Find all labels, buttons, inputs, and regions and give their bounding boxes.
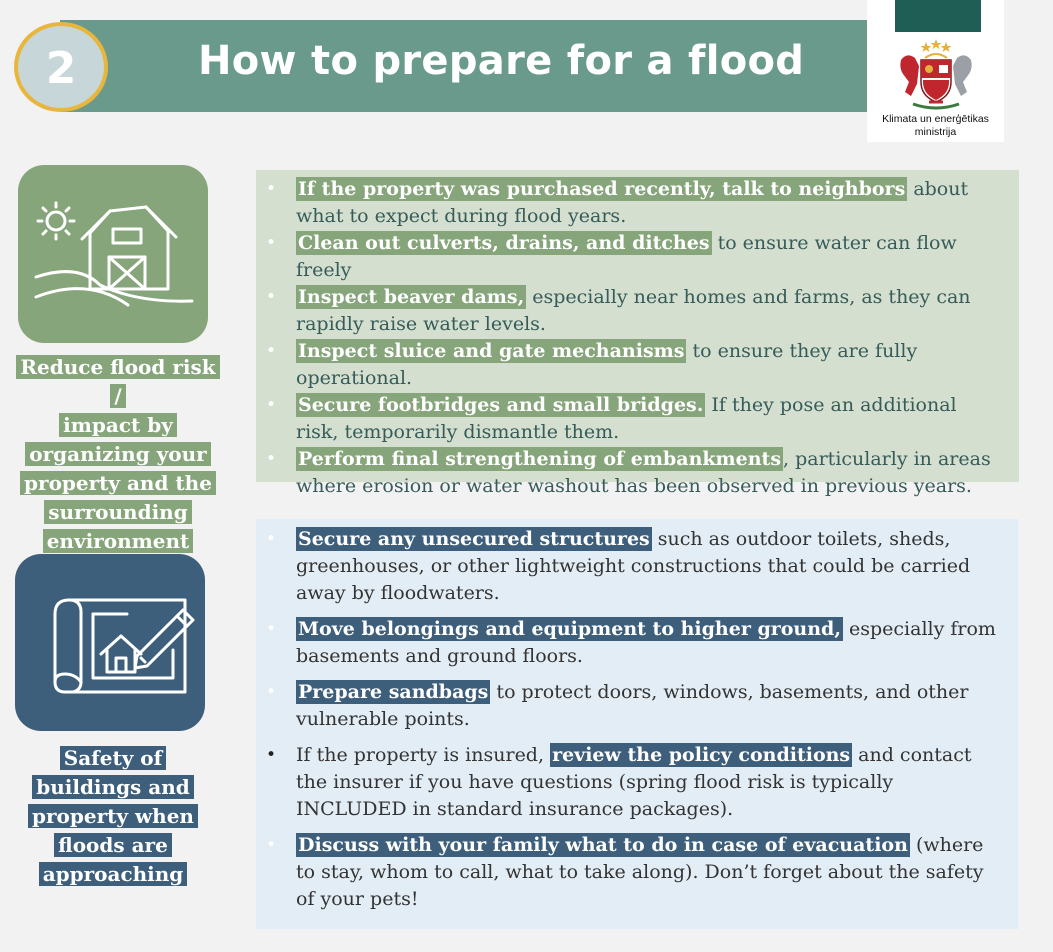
- ministry-name: [867, 113, 1004, 139]
- section-1-list: [256, 176, 1019, 500]
- list-item: [256, 446, 1019, 500]
- item-highlight: Inspect sluice and gate mechanisms: [298, 340, 685, 362]
- item-highlight: Inspect beaver dams,: [298, 286, 525, 308]
- list-item: [256, 679, 1018, 733]
- item-highlight: Secure footbridges and small bridges.: [298, 394, 704, 416]
- list-item: [256, 742, 1018, 823]
- latvia-coat-of-arms-icon: [893, 38, 979, 112]
- item-highlight: Secure any unsecured structures: [298, 528, 650, 550]
- section-1-label: [12, 353, 224, 556]
- barn-icon-tile: [18, 165, 208, 343]
- item-text: to protect doors, windows, basements, and other vulnerable points.: [296, 681, 969, 730]
- barn-sun-icon: [18, 165, 208, 343]
- item-highlight: Move belongings and equipment to higher ground,: [298, 618, 841, 640]
- section-1-label-line: environment: [43, 529, 194, 553]
- ministry-name-line1: Klimata un enerģētikas: [882, 113, 989, 125]
- list-item: [256, 284, 1019, 338]
- section-1-label-line: property and the: [20, 471, 216, 495]
- section-2-label-line: Safety of: [60, 746, 167, 770]
- section-1-panel: [256, 170, 1019, 497]
- item-text-pre: If the property is insured,: [296, 744, 551, 766]
- section-1-label-line: Reduce flood risk /: [16, 355, 219, 408]
- item-highlight: review the policy conditions: [552, 744, 851, 766]
- section-2-label: [22, 744, 204, 889]
- section-2-list: [256, 526, 1018, 913]
- section-number-badge: [14, 22, 108, 112]
- list-item: [256, 392, 1019, 446]
- item-highlight: Discuss with your family what to do in case of evacuation: [298, 834, 908, 856]
- logo-color-bar: [895, 0, 981, 32]
- list-item: [256, 526, 1018, 607]
- item-text: If they pose an additional risk, temporarily dismantle them.: [296, 394, 957, 443]
- section-2-panel: [256, 519, 1018, 929]
- section-2-label-line: buildings and: [32, 775, 194, 799]
- item-text: to ensure water can flow freely: [296, 232, 957, 281]
- item-text: especially near homes and farms, as they can rapidly raise water levels.: [296, 286, 971, 335]
- item-text: and contact the insurer if you have questions (spring flood risk is typically INCLUDED in standard insurance packages).: [296, 744, 972, 820]
- list-item: [256, 338, 1019, 392]
- item-highlight: Clean out culverts, drains, and ditches: [298, 232, 710, 254]
- house-blueprint-pencil-icon: [15, 554, 205, 731]
- ministry-logo: [867, 0, 1004, 142]
- section-2-label-line: floods are: [54, 833, 172, 857]
- item-text: to ensure they are fully operational.: [296, 340, 918, 389]
- ministry-name-line2: ministrija: [914, 126, 957, 138]
- item-text: (where to stay, whom to call, what to take along). Don’t forget about the safety of your pets!: [296, 834, 984, 910]
- section-1-label-line: organizing your: [25, 442, 210, 466]
- list-item: [256, 230, 1019, 284]
- item-highlight: Prepare sandbags: [298, 681, 489, 703]
- section-1-label-line: surrounding: [44, 500, 191, 524]
- section-2-label-line: approaching: [39, 862, 188, 886]
- item-highlight: If the property was purchased recently, talk to neighbors: [298, 178, 906, 200]
- section-number: 2: [45, 43, 77, 94]
- item-text: , particularly in areas where erosion or water washout has been observed in previous years.: [296, 448, 991, 497]
- page-title: How to prepare for a flood: [198, 38, 805, 84]
- blueprint-icon-tile: [15, 554, 205, 731]
- item-text: such as outdoor toilets, sheds, greenhouses, or other lightweight constructions that could be carried away by floodwaters.: [296, 528, 971, 604]
- item-highlight: Perform final strengthening of embankments: [298, 448, 782, 470]
- item-text: about what to expect during flood years.: [296, 178, 969, 227]
- list-item: [256, 176, 1019, 230]
- item-text: especially from basements and ground floors.: [296, 618, 996, 667]
- list-item: [256, 616, 1018, 670]
- section-2-label-line: property when: [28, 804, 198, 828]
- section-1-label-line: impact by: [59, 413, 177, 437]
- list-item: [256, 832, 1018, 913]
